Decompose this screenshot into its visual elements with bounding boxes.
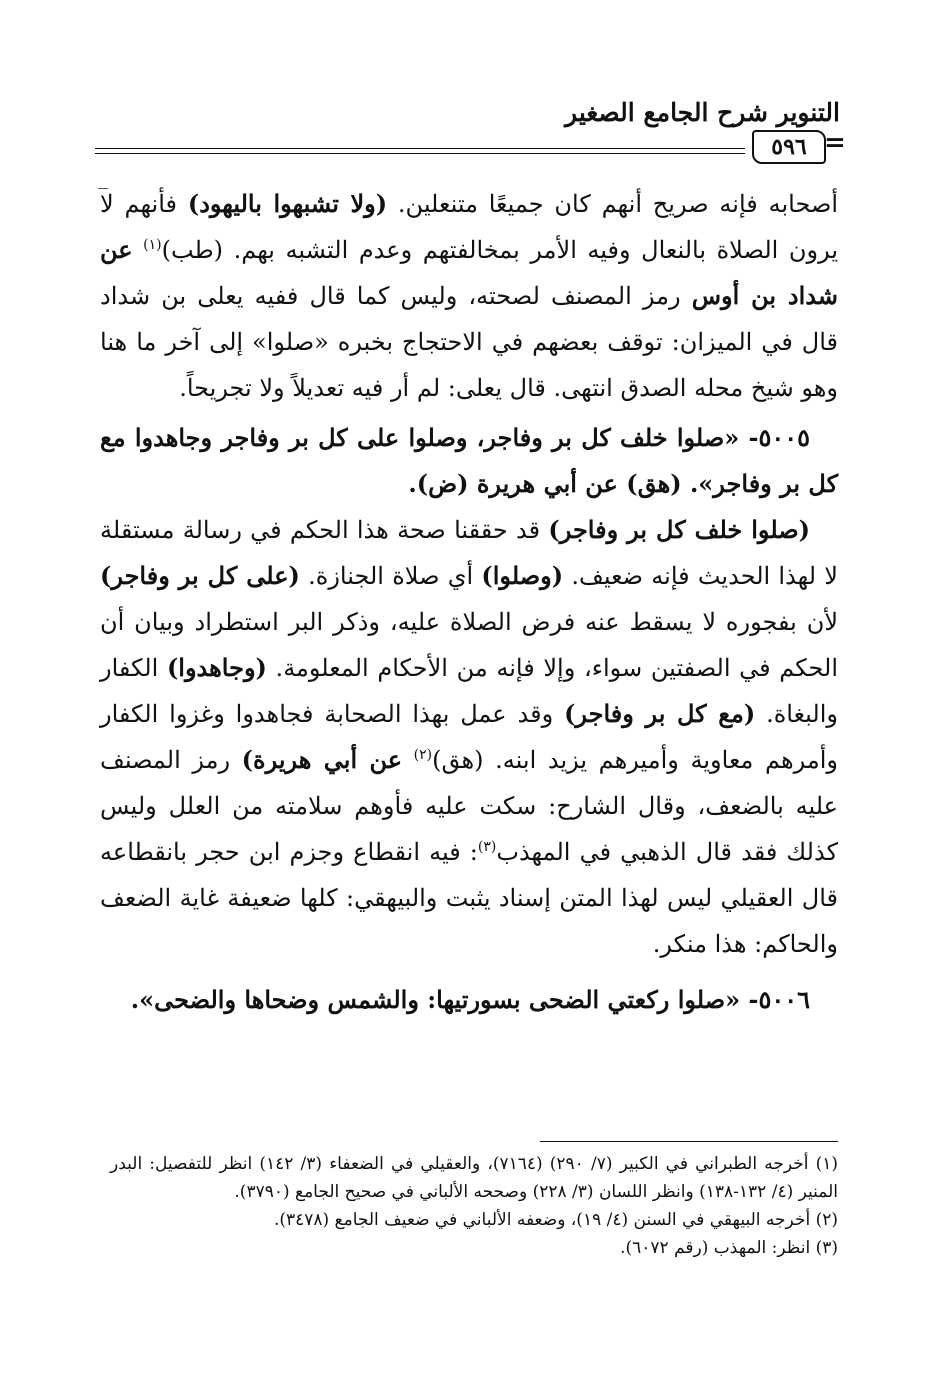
hadith-5006: ٥٠٠٦- «صلوا ركعتي الضحى بسورتيها: والشمس وضحاها والضحى». [130,985,810,1014]
commentary-paragraph-1: أصحابه فإنه صريح أنهم كان جميعًا متنعلين. (ولا تشبهوا باليهود) فأنهم لا يرون الصلاة بالنعال وفيه الأمر بمخالفتهم وعدم التشبه بهم. (طب)$^{(١)}$ عن شداد بن أوس رمز المصنف لصحته، وليس كما قال ففيه يعلى بن شداد قال في الميزان: توقف بعضهم في الاحتجاج بخبره «صلوا» إلى آخر ما هنا وهو شيخ محله الصدق انتهى. قال يعلى: لم أر فيه تعديلاً ولا تجريحاً. [100,189,838,402]
header-rule-bottom [95,153,745,154]
running-title: التنوير شرح الجامع الصغير [565,98,840,127]
footnote-separator [540,1141,838,1142]
page-header [95,92,846,162]
footnote-ref-1[interactable]: (١) [143,237,162,253]
page-mark: = [824,128,846,158]
header-rule-top [95,148,745,149]
hadith-5005: ٥٠٠٥- «صلوا خلف كل بر وفاجر، وصلوا على كل بر وفاجر وجاهدوا مع كل بر وفاجر». (هق) عن أبي هريرة (ض). [100,423,838,498]
commentary-paragraph-2: (صلوا خلف كل بر وفاجر) قد حققنا صحة هذا الحكم في رسالة مستقلة لا لهذا الحديث فإنه ضعيف. (وصلوا) أي صلاة الجنازة. (على كل بر وفاجر) لأن بفجوره لا يسقط عنه فرض الصلاة عليه، وذكر البر استطراد وبيان أن الحكم في الصفتين سواء، وإلا فإنه من الأحكام المعلومة. (وجاهدوا) الكفار والبغاة. (مع كل بر وفاجر) وقد عمل بهذا الصحابة فجاهدوا وغزوا الكفار وأمرهم معاوية وأميرهم يزيد ابنه. (هق)$^{(٢)}$ عن أبي هريرة) رمز المصنف عليه بالضعف، وقال الشارح: سكت عليه فأوهم سلامته من العلل وليس كذلك فقد قال الذهبي في المهذب$^{(٣)}$: فيه انقطاع وجزم ابن حجر بانقطاعه قال العقيلي ليس لهذا المتن إسناد يثبت والبيهقي: كلها ضعيفة غاية الضعف والحاكم: هذا منكر. [100,515,838,958]
footnote-ref-3[interactable]: (٣) [477,839,497,855]
main-text [100,181,838,1023]
footnote-3: (٣) انظر: المهذب (رقم ٦٠٧٢). [620,1238,838,1258]
footnote-2: (٢) أخرجه البيهقي في السنن (٤/ ١٩)، وضعفه الألباني في ضعيف الجامع (٣٤٧٨). [273,1210,838,1230]
footnotes [110,1150,838,1262]
page-number: ٥٩٦ [752,130,826,164]
footnote-ref-2[interactable]: (٢) [413,747,433,763]
footnote-1: (١) أخرجه الطبراني في الكبير (٧/ ٢٩٠) (٧١٦٤)، والعقيلي في الضعفاء (٣/ ١٤٢) انظر للتفصيل: البدر المنير (٤/ ١٣٢-١٣٨) وانظر اللسان (٣/ ٢٢٨) وصححه الألباني في صحيح الجامع (٣٧٩٠). [110,1154,839,1202]
